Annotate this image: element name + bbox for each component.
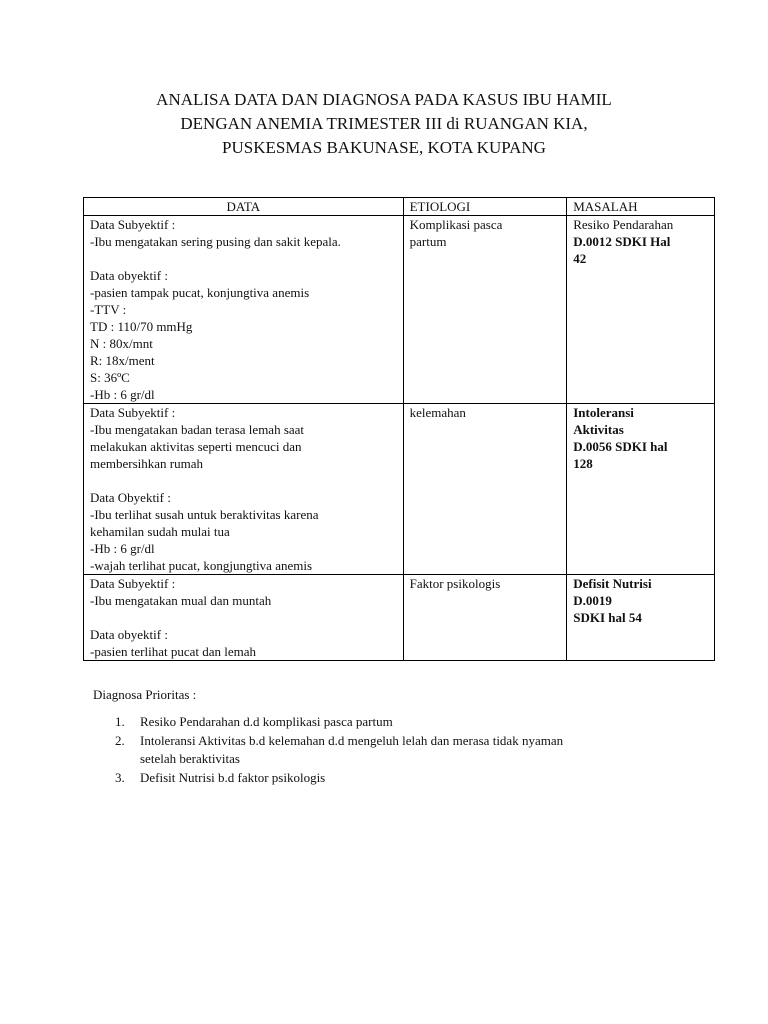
data-line: -wajah terlihat pucat, kongjungtiva anemis	[90, 558, 313, 573]
data-gap	[90, 250, 397, 267]
data-line: membersihkan rumah	[90, 456, 203, 471]
title-line-2: DENGAN ANEMIA TRIMESTER III di RUANGAN KIA,	[180, 114, 588, 133]
data-line: -Ibu mengatakan sering pusing dan sakit kepala.	[90, 234, 341, 249]
table-row	[84, 404, 715, 575]
masalah-code: D.0012 SDKI Hal	[573, 234, 671, 249]
table-row	[84, 575, 715, 661]
list-number: 1.	[115, 714, 125, 729]
masalah-line: Defisit Nutrisi	[573, 576, 652, 591]
data-line: melakukan aktivitas seperti mencuci dan	[90, 439, 302, 454]
data-line: Data Subyektif :	[90, 217, 176, 232]
masalah-line: Aktivitas	[573, 422, 624, 437]
list-text: Intoleransi Aktivitas b.d kelemahan d.d mengeluh lelah dan merasa tidak nyaman	[140, 733, 564, 748]
data-line: -Ibu mengatakan badan terasa lemah saat	[90, 422, 305, 437]
header-etiologi: ETIOLOGI	[403, 198, 567, 216]
data-line: -TTV :	[90, 302, 127, 317]
data-line: -Hb : 6 gr/dl	[90, 541, 155, 556]
data-line: -Ibu mengatakan mual dan muntah	[90, 593, 272, 608]
data-line: Data obyektif :	[90, 627, 168, 642]
data-cell	[84, 575, 404, 661]
document-title	[0, 88, 768, 160]
data-cell	[84, 404, 404, 575]
etiologi-cell	[403, 216, 567, 404]
table-header-row	[84, 198, 715, 216]
data-line: kehamilan sudah mulai tua	[90, 524, 230, 539]
etiologi-line: partum	[409, 234, 447, 249]
data-line: R: 18x/ment	[90, 353, 155, 368]
analysis-table	[83, 197, 715, 661]
data-line: -Hb : 6 gr/dl	[90, 387, 155, 402]
list-number: 3.	[115, 770, 125, 785]
diagnosa-list	[115, 713, 700, 787]
masalah-code: 42	[573, 251, 587, 266]
masalah-cell	[567, 575, 715, 661]
data-line: TD : 110/70 mmHg	[90, 319, 193, 334]
data-line: N : 80x/mnt	[90, 336, 153, 351]
masalah-cell	[567, 216, 715, 404]
list-text: Resiko Pendarahan d.d komplikasi pasca partum	[140, 714, 393, 729]
title-line-3: PUSKESMAS BAKUNASE, KOTA KUPANG	[222, 138, 546, 157]
header-masalah: MASALAH	[567, 198, 715, 216]
data-line: Data Obyektif :	[90, 490, 171, 505]
data-line: -Ibu terlihat susah untuk beraktivitas karena	[90, 507, 319, 522]
table-row	[84, 216, 715, 404]
list-number: 2.	[115, 733, 125, 748]
list-text: Defisit Nutrisi b.d faktor psikologis	[140, 770, 326, 785]
etiologi-line: Faktor psikologis	[409, 576, 501, 591]
data-gap	[90, 472, 397, 489]
data-line: -pasien tampak pucat, konjungtiva anemis	[90, 285, 310, 300]
masalah-cell	[567, 404, 715, 575]
data-line: Data obyektif :	[90, 268, 168, 283]
list-item	[115, 769, 700, 787]
masalah-code: D.0019	[573, 593, 612, 608]
masalah-code: 128	[573, 456, 593, 471]
etiologi-cell	[403, 404, 567, 575]
list-item	[115, 732, 700, 768]
masalah-line: Resiko Pendarahan	[573, 217, 674, 232]
header-data: DATA	[84, 198, 404, 216]
list-text: setelah beraktivitas	[140, 751, 240, 766]
data-line: S: 36ºC	[90, 370, 130, 385]
etiologi-line: Komplikasi pasca	[409, 217, 503, 232]
title-line-1: ANALISA DATA DAN DIAGNOSA PADA KASUS IBU HAMIL	[156, 90, 612, 109]
etiologi-line: kelemahan	[409, 405, 466, 420]
etiologi-cell	[403, 575, 567, 661]
data-line: Data Subyektif :	[90, 576, 176, 591]
list-item	[115, 713, 700, 731]
diagnosa-heading: Diagnosa Prioritas :	[93, 687, 197, 702]
masalah-code: D.0056 SDKI hal	[573, 439, 668, 454]
data-line: Data Subyektif :	[90, 405, 176, 420]
data-cell	[84, 216, 404, 404]
data-gap	[90, 609, 397, 626]
masalah-code: SDKI hal 54	[573, 610, 642, 625]
data-line: -pasien terlihat pucat dan lemah	[90, 644, 257, 659]
masalah-line: Intoleransi	[573, 405, 634, 420]
